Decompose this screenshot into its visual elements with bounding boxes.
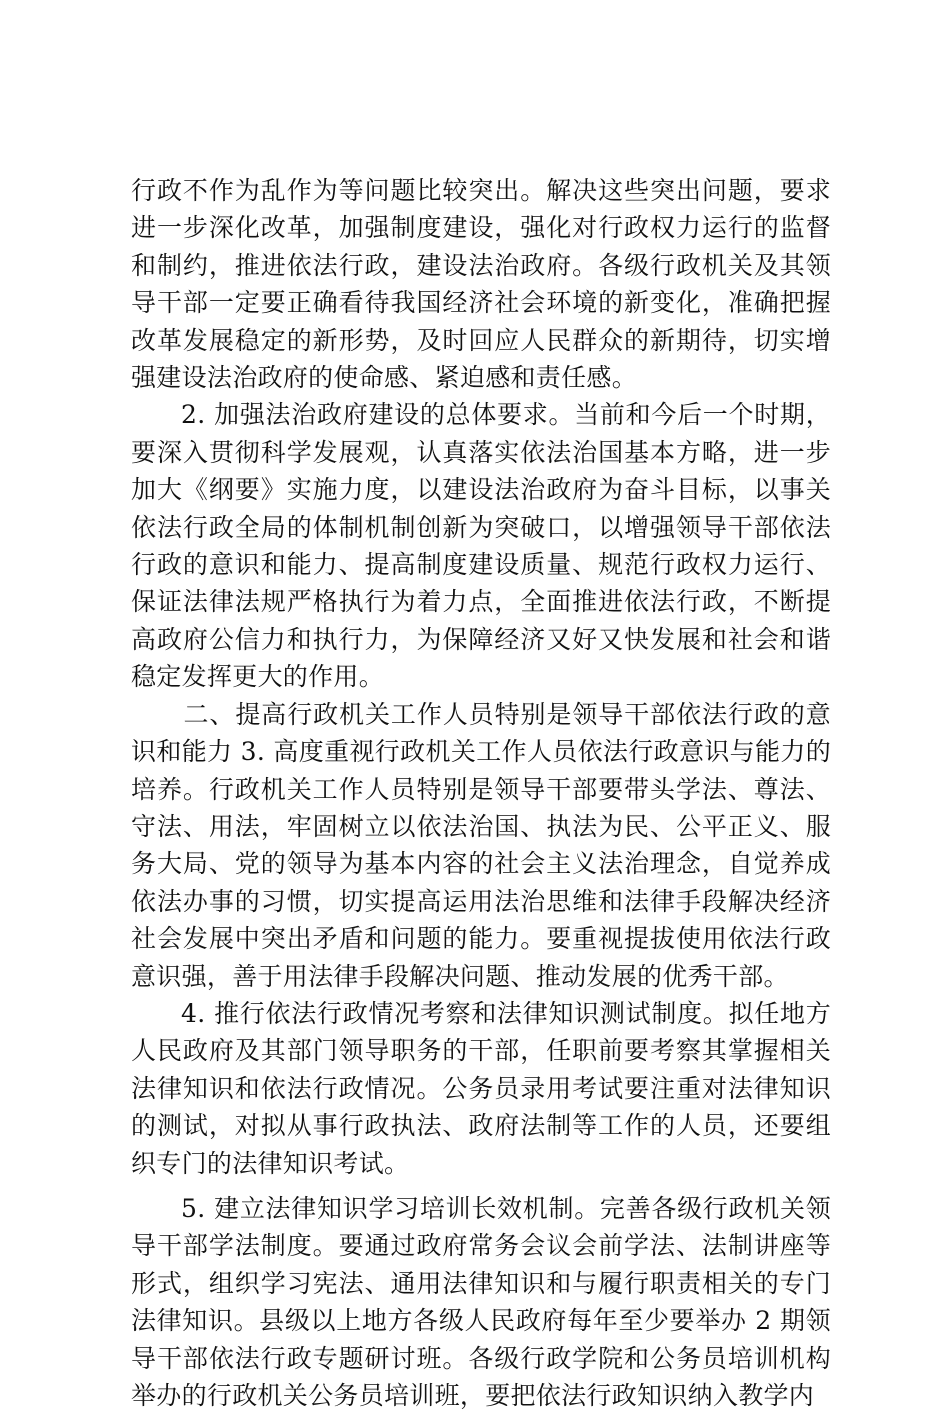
paragraph-overall-requirements: 2. 加强法治政府建设的总体要求。当前和今后一个时期，要深入贯彻科学发展观，认真落实依法治国基本方略，进一步加大《纲要》实施力度，以建设法治政府为奋斗目标，以事关依法行政全局的体制机制创新为突破口，以增强领导干部依法行政的意识和能力、提高制度建设质量、规范行政权力运行、保证法律法规严格执行为着力点，全面推进依法行政，不断提高政府公信力和执行力，为保障经济又好又快发展和社会和谐稳定发挥更大的作用。 <box>131 400 831 692</box>
paragraph-section-two: 二、提高行政机关工作人员特别是领导干部依法行政的意识和能力 3. 高度重视行政机关工作人员依法行政意识与能力的培养。行政机关工作人员特别是领导干部要带头学法、尊法、守法、用法，牢固树立以依法治国、执法为民、公平正义、服务大局、党的领导为基本内容的社会主义法治理念，自觉养成依法办事的习惯，切实提高运用法治思维和法律手段解决经济社会发展中突出矛盾和问题的能力。要重视提拔使用依法行政意识强，善于用法律手段解决问题、推动发展的优秀干部。 <box>131 699 831 991</box>
paragraph-item-four: 4. 推行依法行政情况考察和法律知识测试制度。拟任地方人民政府及其部门领导职务的干部，任职前要考察其掌握相关法律知识和依法行政情况。公务员录用考试要注重对法律知识的测试，对拟从事行政执法、政府法制等工作的人员，还要组织专门的法律知识考试。 <box>131 998 831 1178</box>
paragraph-item-five: 5. 建立法律知识学习培训长效机制。完善各级行政机关领导干部学法制度。要通过政府常务会议会前学法、法制讲座等形式，组织学习宪法、通用法律知识和与履行职责相关的专门法律知识。县级以上地方各级人民政府每年至少要举办 2 期领导干部依法行政专题研讨班。各级行政学院和公务员培训机构举办的行政机关公务员培训班，要把依法行政知识纳入教学内 <box>131 1193 831 1410</box>
paragraph-continuation: 行政不作为乱作为等问题比较突出。解决这些突出问题，要求进一步深化改革，加强制度建设，强化对行政权力运行的监督和制约，推进依法行政，建设法治政府。各级行政机关及其领导干部一定要正确看待我国经济社会环境的新变化，准确把握改革发展稳定的新形势，及时回应人民群众的新期待，切实增强建设法治政府的使命感、紧迫感和责任感。 <box>131 176 831 393</box>
document-body <box>131 172 831 1414</box>
